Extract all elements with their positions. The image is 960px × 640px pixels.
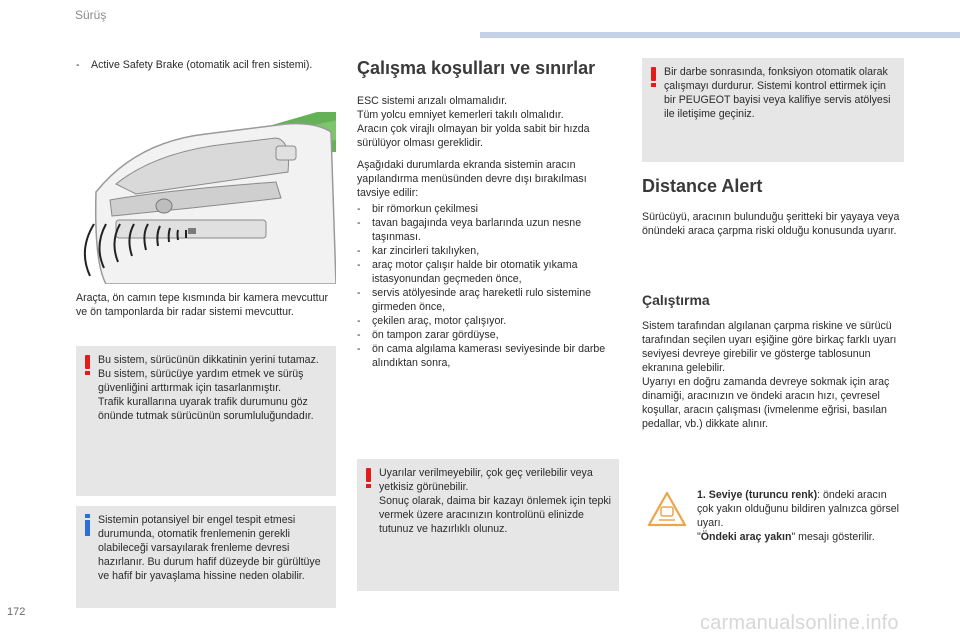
level-text: : öndeki aracın çok yakın olduğunu bildiren yalnızca görsel uyarı. [697, 489, 899, 529]
list-item: - tavan bagajında veya barlarında uzun nesne taşınması. [357, 217, 582, 243]
info-box-braking [76, 506, 336, 608]
subsection-title-operation: Çalıştırma [642, 292, 710, 308]
warning-line-2: Sonuç olarak, daima bir kazayı önlemek için tepki vermek üzere aracınızın kontrolünü elinizde tutunuz ve hazırlıklı olunuz. [379, 495, 611, 535]
warning-line-2: Bu sistem, sürücüye yardım etmek ve sürüş güvenliğini arttırmak için tasarlanmıştır. [98, 368, 304, 394]
exclamation-icon [651, 67, 656, 87]
condition-line: Tüm yolcu emniyet kemerleri takılı olmalıdır. [357, 109, 564, 121]
warning-line-1: Uyarılar verilmeyebilir, çok geç verilebilir veya yetkisiz görünebilir. [379, 467, 593, 493]
exclamation-icon [85, 355, 90, 375]
section-title-conditions: Çalışma koşulları ve sınırlar [357, 58, 596, 78]
impact-warning-text: Bir darbe sonrasında, fonksiyon otomatik olarak çalışmayı durdurur. Sistemi kontrol ettirmek için bir PEUGEOT bayisi veya kalifiye servis atölyesi ile iletişime geçiniz. [664, 66, 891, 120]
bullet-text: Active Safety Brake (otomatik acil fren sistemi). [91, 59, 313, 71]
condition-line: ESC sistemi arızalı olmamalıdır. [357, 95, 508, 107]
list-item: - çekilen araç, motor çalışıyor. [357, 315, 507, 327]
radar-sensor [188, 228, 196, 234]
operation-paragraph [642, 319, 904, 431]
list-item: - kar zincirleri takılıyken, [357, 245, 480, 257]
watermark: carmanualsonline.info [700, 612, 899, 634]
deactivation-paragraph: Aşağıdaki durumlarda ekranda sistemin aracın yapılandırma menüsünden devre dışı bırakılması tavsiye edilir: [357, 159, 587, 199]
warning-box-impact [642, 58, 904, 162]
warning-line-3: Trafik kurallarına uyarak trafik durumunu göz önünde tutmak sürücünün sorumluluğundadır. [98, 396, 314, 422]
operation-line-2: Uyarıyı en doğru zamanda devreye sokmak için araç dinamiği, aracınızın ve öndeki aracın hızı, çevresel koşullar, aracın çalışması (ivmelenme eğrisi, basılan pedallar, vb.) dikkate alınır. [642, 376, 890, 430]
conditions-paragraph [357, 94, 619, 150]
header-bar [480, 32, 960, 38]
running-header: Sürüş [75, 8, 107, 22]
info-text: Sistemin potansiyel bir engel tespit etmesi durumunda, otomatik frenlemenin gerekli olabileceği varsayılarak frenleme devresi hazırlanır. Bu durum hafif düzeyde bir gürültüye ve hafif bir yavaşlama hissine neden olabilir. [98, 514, 321, 582]
operation-line-1: Sistem tarafından algılanan çarpma riskine ve sürücü tarafından seçilen uyarı eşiğine göre birkaç farklı uyarı seviyesi devreye girebilir ve gösterge tablosunun ekranına gelebilir. [642, 320, 897, 374]
level-label: 1. Seviye (turuncu renk) [697, 489, 818, 501]
list-item: - ön cama algılama kamerası seviyesinde bir darbe alındıktan sonra, [357, 343, 606, 369]
list-item: - servis atölyesinde araç hareketli rulo sistemine girmeden önce, [357, 287, 592, 313]
page-number: 172 [7, 606, 26, 618]
section-title-distance-alert: Distance Alert [642, 176, 763, 196]
camera-radar-caption: Araçta, ön camın tepe kısmında bir kamera mevcuttur ve ön tamponlarda bir radar sistemi mevcuttur. [76, 292, 328, 318]
list-item: - araç motor çalışır halde bir otomatik yıkama istasyonundan geçmeden önce, [357, 259, 578, 285]
warning-triangle-icon [647, 491, 687, 527]
distance-alert-intro: Sürücüyü, aracının bulunduğu şeritteki bir yayaya veya önündeki araca çarpma riski olduğu konusunda uyarır. [642, 211, 900, 237]
level-1-description: 1. Seviye (turuncu renk): öndeki aracın çok yakın olduğunu bildiren yalnızca görsel uyarı. "Öndeki araç yakın" mesajı gösterilir. [697, 489, 899, 543]
warning-box-attention [76, 346, 336, 496]
bullet-active-safety-brake: - Active Safety Brake (otomatik acil fren sistemi). [76, 58, 336, 72]
van-camera-radar-illustration [76, 112, 336, 284]
exclamation-icon [366, 468, 371, 488]
deactivation-list [357, 202, 619, 370]
list-item: - ön tampon zarar gördüyse, [357, 329, 499, 341]
peugeot-badge [156, 199, 172, 213]
message-text: Öndeki araç yakın [700, 531, 792, 543]
list-item: - bir römorkun çekilmesi [357, 203, 478, 215]
warning-box-alerts [357, 459, 619, 591]
info-icon [85, 514, 90, 536]
warning-line-1: Bu sistem, sürücünün dikkatinin yerini tutamaz. [98, 354, 319, 366]
condition-line: Aracın çok virajlı olmayan bir yolda sabit bir hızda sürülüyor olması gereklidir. [357, 123, 590, 149]
